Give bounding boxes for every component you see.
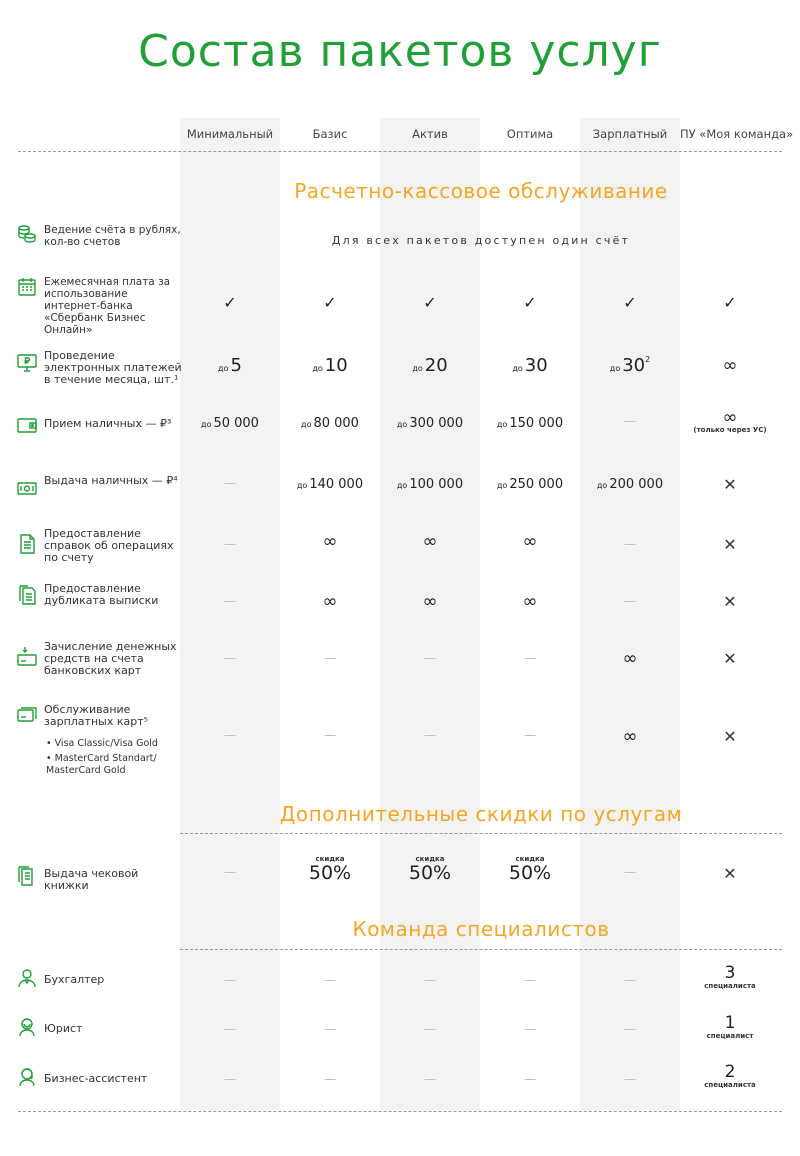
discounts-divider bbox=[180, 833, 782, 834]
row-label-accountant: Бухгалтер bbox=[44, 973, 105, 986]
column-header-optima: Оптима bbox=[506, 127, 554, 141]
certs-minimal: — bbox=[224, 537, 236, 551]
lawyer-my-team: 1 специалист bbox=[706, 1013, 754, 1040]
accountant-my-team: 3 специалиста bbox=[704, 963, 756, 990]
salary-cards-salary: ∞ bbox=[622, 726, 638, 747]
card-deposit-bazis: — bbox=[324, 651, 336, 665]
column-bg-minimal bbox=[180, 118, 280, 1110]
duplicate-aktiv: ∞ bbox=[422, 591, 438, 612]
salary-cards-optima: — bbox=[524, 728, 536, 742]
check-my-team: ✓ bbox=[723, 293, 737, 312]
section-title-discounts: Дополнительные скидки по услугам bbox=[279, 802, 683, 826]
card-deposit-aktiv: — bbox=[424, 651, 436, 665]
row-label-cash-in: Прием наличных — ₽³ bbox=[44, 417, 172, 430]
cash-in-optima: до 150 000 bbox=[496, 416, 564, 431]
salary-cards-minimal: — bbox=[224, 728, 236, 742]
team-divider bbox=[180, 949, 782, 950]
cash-out-my-team: ✕ bbox=[723, 475, 737, 494]
coins-icon bbox=[17, 224, 37, 244]
card-deposit-salary: ∞ bbox=[622, 648, 638, 669]
certs-bazis: ∞ bbox=[322, 531, 338, 552]
payments-bazis: до 10 bbox=[312, 355, 348, 376]
cash-in-bazis: до 80 000 bbox=[301, 416, 359, 431]
salary-cards-mc1: • MasterCard Standart/ bbox=[46, 753, 157, 764]
row-label-payments: Проведение электронных платежей в течение месяца, шт.¹ bbox=[44, 349, 182, 386]
payments-optima: до 30 bbox=[512, 355, 548, 376]
column-bg-salary bbox=[580, 118, 680, 1110]
column-header-minimal: Минимальный bbox=[186, 127, 274, 141]
checkbook-minimal: — bbox=[224, 865, 236, 879]
accountant-icon bbox=[17, 968, 37, 988]
payments-my-team: ∞ bbox=[722, 355, 738, 376]
lawyer-icon bbox=[17, 1017, 37, 1037]
payments-salary: до $30^2$ bbox=[609, 355, 651, 376]
salary-cards-aktiv: — bbox=[424, 728, 436, 742]
lawyer-aktiv: — bbox=[424, 1022, 436, 1036]
wallet-icon bbox=[17, 415, 37, 435]
check-salary: ✓ bbox=[623, 293, 637, 312]
cash-in-salary: — bbox=[624, 414, 636, 428]
check-bazis: ✓ bbox=[323, 293, 337, 312]
header-divider bbox=[18, 151, 782, 152]
assistant-minimal: — bbox=[224, 1072, 236, 1086]
salary-cards-bazis: — bbox=[324, 728, 336, 742]
cash-out-optima: до 250 000 bbox=[496, 477, 564, 492]
section-title-team: Команда специалистов bbox=[352, 917, 610, 941]
checkbook-icon bbox=[17, 866, 37, 886]
salary-cards-visa: • Visa Classic/Visa Gold bbox=[46, 738, 158, 749]
document-icon bbox=[17, 534, 37, 554]
accountant-salary: — bbox=[624, 973, 636, 987]
assistant-icon bbox=[17, 1067, 37, 1087]
certs-aktiv: ∞ bbox=[422, 531, 438, 552]
row-label-lawyer: Юрист bbox=[44, 1022, 83, 1035]
accountant-minimal: — bbox=[224, 973, 236, 987]
card-deposit-minimal: — bbox=[224, 651, 236, 665]
card-deposit-icon bbox=[17, 646, 37, 666]
checkbook-aktiv: скидка 50% bbox=[408, 855, 452, 884]
lawyer-optima: — bbox=[524, 1022, 536, 1036]
cash-out-salary: до 200 000 bbox=[596, 477, 664, 492]
accountant-optima: — bbox=[524, 973, 536, 987]
cash-in-my-team: ∞ (только через УС) bbox=[693, 407, 767, 434]
certs-optima: ∞ bbox=[522, 531, 538, 552]
cash-out-minimal: — bbox=[224, 476, 236, 490]
row-label-card-deposit: Зачисление денежных средств на счета банковских карт bbox=[44, 640, 177, 677]
cash-out-bazis: до 140 000 bbox=[296, 477, 364, 492]
row-label-fee: Ежемесячная плата за использование интернет-банка «Сбербанк Бизнес Онлайн» bbox=[44, 276, 171, 336]
checkbook-salary: — bbox=[624, 865, 636, 879]
salary-cards-my-team: ✕ bbox=[723, 727, 737, 746]
duplicate-salary: — bbox=[624, 594, 636, 608]
cash-in-aktiv: до 300 000 bbox=[396, 416, 464, 431]
documents-icon bbox=[17, 585, 37, 605]
checkbook-bazis: скидка 50% bbox=[308, 855, 352, 884]
certs-my-team: ✕ bbox=[723, 535, 737, 554]
assistant-bazis: — bbox=[324, 1072, 336, 1086]
card-deposit-my-team: ✕ bbox=[723, 649, 737, 668]
column-bg-aktiv bbox=[380, 118, 480, 1110]
duplicate-bazis: ∞ bbox=[322, 591, 338, 612]
column-header-aktiv: Актив bbox=[412, 127, 448, 141]
column-header-bazis: Базис bbox=[312, 127, 348, 141]
all-packages-note: Для всех пакетов доступен один счёт bbox=[331, 234, 631, 247]
lawyer-minimal: — bbox=[224, 1022, 236, 1036]
duplicate-my-team: ✕ bbox=[723, 592, 737, 611]
banknote-icon bbox=[17, 478, 37, 498]
row-label-certificates: Предоставление справок об операциях по счету bbox=[44, 527, 174, 564]
card-deposit-optima: — bbox=[524, 651, 536, 665]
row-label-checkbook: Выдача чековой книжки bbox=[44, 867, 139, 892]
certs-salary: — bbox=[624, 537, 636, 551]
accountant-bazis: — bbox=[324, 973, 336, 987]
calendar-icon bbox=[17, 277, 37, 297]
column-header-salary: Зарплатный bbox=[592, 127, 668, 141]
assistant-aktiv: — bbox=[424, 1072, 436, 1086]
section-title-cash: Расчетно-кассовое обслуживание bbox=[294, 179, 668, 203]
payments-minimal: до 5 bbox=[218, 355, 242, 376]
column-header-my-team: ПУ «Моя команда» bbox=[680, 127, 794, 141]
row-label-duplicate: Предоставление дубликата выписки bbox=[44, 582, 159, 607]
row-label-salary-cards: Обслуживание зарплатных карт⁵ bbox=[44, 703, 149, 728]
duplicate-minimal: — bbox=[224, 594, 236, 608]
footer-divider bbox=[18, 1111, 782, 1112]
accountant-aktiv: — bbox=[424, 973, 436, 987]
payments-aktiv: до 20 bbox=[412, 355, 448, 376]
checkbook-my-team: ✕ bbox=[723, 864, 737, 883]
lawyer-salary: — bbox=[624, 1022, 636, 1036]
check-optima: ✓ bbox=[523, 293, 537, 312]
page-title: Состав пакетов услуг bbox=[138, 26, 662, 77]
monitor-ruble-icon bbox=[17, 353, 37, 373]
check-minimal: ✓ bbox=[223, 293, 237, 312]
lawyer-bazis: — bbox=[324, 1022, 336, 1036]
check-aktiv: ✓ bbox=[423, 293, 437, 312]
cards-icon bbox=[17, 706, 37, 726]
assistant-salary: — bbox=[624, 1072, 636, 1086]
duplicate-optima: ∞ bbox=[522, 591, 538, 612]
cash-out-aktiv: до 100 000 bbox=[396, 477, 464, 492]
cash-in-minimal: до 50 000 bbox=[201, 416, 259, 431]
assistant-my-team: 2 специалиста bbox=[704, 1062, 756, 1089]
row-label-account: Ведение счёта в рублях, кол-во счетов bbox=[44, 224, 181, 248]
checkbook-optima: скидка 50% bbox=[508, 855, 552, 884]
row-label-assistant: Бизнес-ассистент bbox=[44, 1072, 148, 1085]
assistant-optima: — bbox=[524, 1072, 536, 1086]
row-label-cash-out: Выдача наличных — ₽⁴ bbox=[44, 474, 178, 487]
salary-cards-mc2: MasterCard Gold bbox=[46, 765, 126, 776]
